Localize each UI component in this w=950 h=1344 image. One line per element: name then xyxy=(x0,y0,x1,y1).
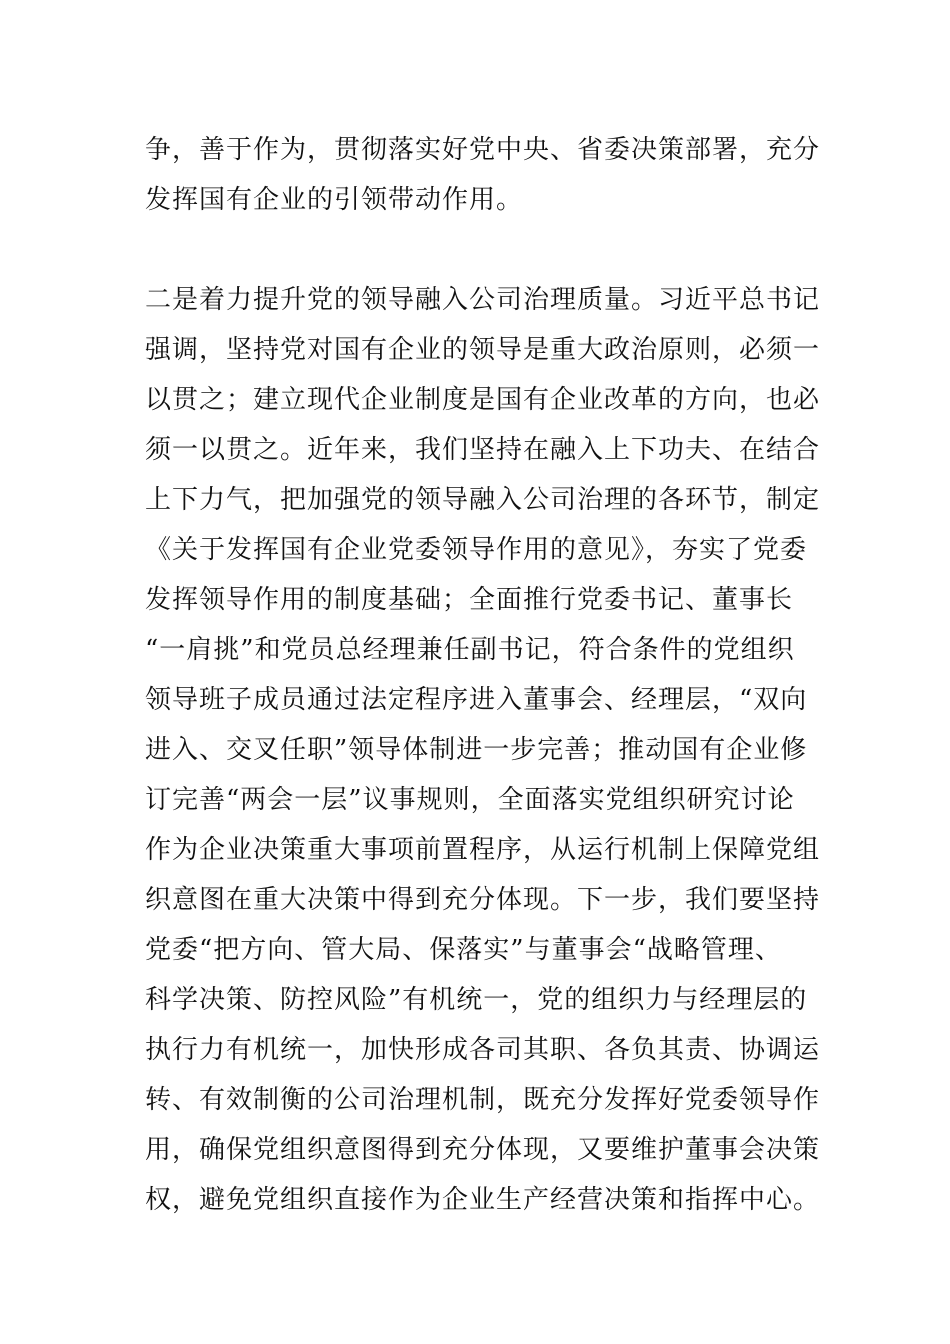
text-line: 权，避免党组织直接作为企业生产经营决策和指挥中心。 xyxy=(145,1185,821,1215)
text-line: 发挥国有企业的引领带动作用。 xyxy=(145,185,524,215)
text-line: 上下力气，把加强党的领导融入公司治理的各环节，制定 xyxy=(145,485,821,515)
text-line: 执行力有机统一，加快形成各司其职、各负其责、协调运 xyxy=(145,1035,821,1065)
text-line: 科学决策、防控风险”有机统一，党的组织力与经理层的 xyxy=(145,985,808,1015)
text-line: 强调，坚持党对国有企业的领导是重大政治原则，必须一 xyxy=(145,335,821,365)
text-line: 以贯之；建立现代企业制度是国有企业改革的方向，也必 xyxy=(145,385,821,415)
paragraph-continuation xyxy=(145,125,821,225)
text-line: 织意图在重大决策中得到充分体现。下一步，我们要坚持 xyxy=(145,885,821,915)
text-line: 须一以贯之。近年来，我们坚持在融入上下功夫、在结合 xyxy=(145,435,821,465)
text-line: 领导班子成员通过法定程序进入董事会、经理层，“双向 xyxy=(145,685,808,715)
text-line: 作为企业决策重大事项前置程序，从运行机制上保障党组 xyxy=(145,835,821,865)
text-line: 用，确保党组织意图得到充分体现，又要维护董事会决策 xyxy=(145,1135,821,1165)
text-line: “一肩挑”和党员总经理兼任副书记，符合条件的党组织 xyxy=(145,635,795,665)
text-line: 争，善于作为，贯彻落实好党中央、省委决策部署，充分 xyxy=(145,135,821,165)
text-line: 订完善“两会一层”议事规则，全面落实党组织研究讨论 xyxy=(145,785,795,815)
text-line: 发挥领导作用的制度基础；全面推行党委书记、董事长 xyxy=(145,585,794,615)
text-line: 转、有效制衡的公司治理机制，既充分发挥好党委领导作 xyxy=(145,1085,821,1115)
text-line: 进入、交叉任职”领导体制进一步完善；推动国有企业修 xyxy=(145,735,808,765)
paragraph-corporate-governance xyxy=(145,275,821,1225)
text-line: 二是着力提升党的领导融入公司治理质量。习近平总书记 xyxy=(145,285,821,315)
text-line: 《关于发挥国有企业党委领导作用的意见》，夯实了党委 xyxy=(145,535,808,565)
text-line: 党委“把方向、管大局、保落实”与董事会“战略管理、 xyxy=(145,935,782,965)
